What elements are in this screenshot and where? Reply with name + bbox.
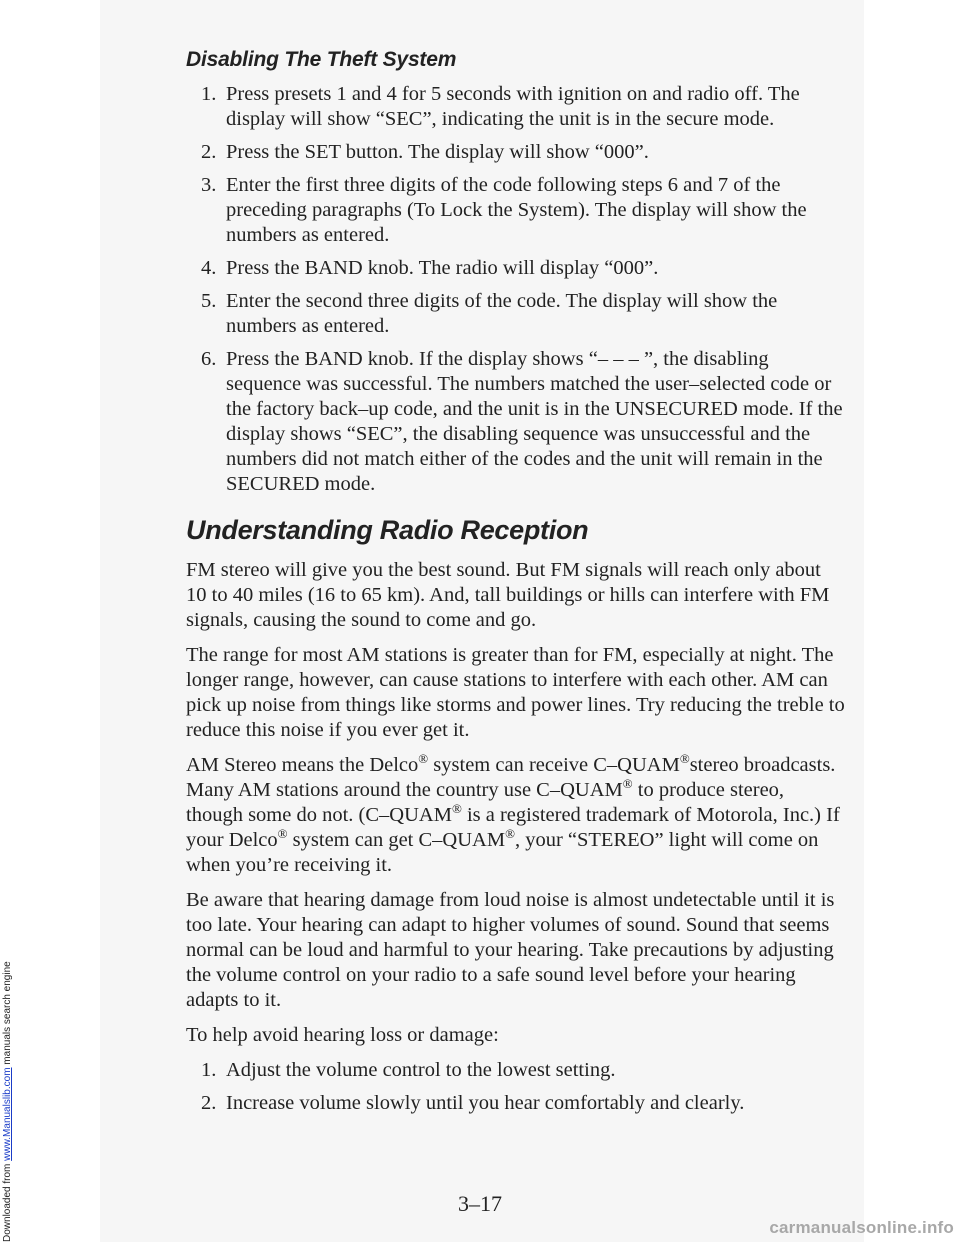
list-item: 1. Adjust the volume control to the lowest setting. bbox=[201, 1059, 616, 1081]
paragraph-am-stereo: AM Stereo means the Delco® system can receive C–QUAM®stereo broadcasts. Many AM stations around the country use C–QUAM® to produce stereo, though some do not. (C–QUAM® is a registered trademark of Motorola, Inc.) If your Delco® system can get C–QUAM®, your “STEREO” light will come on when you’re receiving it. bbox=[186, 751, 840, 876]
list-item: 6. Press the BAND knob. If the display shows “– – – ”, the disabling sequence was successful. The numbers matched the user–selected code or the factory back–up code, and the unit is in the UNSECURED mode. If the display shows “SEC”, the disabling sequence was unsuccessful and the numbers did not match either of the codes and the unit will remain in the SECURED mode. bbox=[201, 348, 843, 495]
disabling-steps-list bbox=[186, 82, 846, 497]
registered-mark: ® bbox=[418, 751, 429, 767]
registered-mark: ® bbox=[622, 776, 633, 792]
list-item: 5. Enter the second three digits of the code. The display will show the numbers as entered. bbox=[201, 290, 778, 337]
registered-mark: ® bbox=[679, 751, 690, 767]
section-title-disabling: Disabling The Theft System bbox=[186, 48, 457, 71]
list-item: 2. Increase volume slowly until you hear comfortably and clearly. bbox=[201, 1092, 745, 1114]
brand-watermark: carmanualsonline.info bbox=[769, 1218, 954, 1237]
list-item: 1. Press presets 1 and 4 for 5 seconds with ignition on and radio off. The display will show “SEC”, indicating the unit is in the secure mode. bbox=[201, 83, 800, 130]
hearing-steps-list bbox=[186, 1058, 846, 1116]
paragraph-help-avoid: To help avoid hearing loss or damage: bbox=[186, 1024, 499, 1046]
page-number: 3–17 bbox=[458, 1191, 502, 1216]
section-heading-radio-reception: Understanding Radio Reception bbox=[186, 515, 589, 545]
watermark-suffix: manuals search engine bbox=[2, 961, 13, 1068]
paragraph-hearing-damage: Be aware that hearing damage from loud noise is almost undetectable until it is too late. Your hearing can adapt to higher volumes of sound. Sound that seems normal can be loud and harmful to your hearing. Take precautions by adjusting the volume control on your radio to a safe sound level before your hearing adapts to it. bbox=[186, 889, 835, 1011]
list-item: 4. Press the BAND knob. The radio will display “000”. bbox=[201, 257, 659, 279]
paragraph-fm: FM stereo will give you the best sound. But FM signals will reach only about 10 to 40 miles (16 to 65 km). And, tall buildings or hills can interfere with FM signals, causing the sound to come and go. bbox=[186, 559, 830, 631]
download-watermark bbox=[0, 0, 14, 1242]
registered-mark: ® bbox=[451, 801, 462, 817]
registered-mark: ® bbox=[277, 826, 288, 842]
registered-mark: ® bbox=[505, 826, 515, 842]
watermark-prefix: Downloaded from bbox=[2, 1160, 13, 1242]
list-item: 3. Enter the first three digits of the code following steps 6 and 7 of the preceding paragraphs (To Lock the System). The display will show the numbers as entered. bbox=[201, 174, 807, 246]
list-item: 2. Press the SET button. The display will show “000”. bbox=[201, 141, 649, 163]
page-content bbox=[186, 48, 846, 1124]
manualslib-link[interactable]: www.Manualslib.com bbox=[2, 1067, 13, 1161]
paragraph-am-range: The range for most AM stations is greater than for FM, especially at night. The longer range, however, can cause stations to interfere with each other. AM can pick up noise from things like storms and power lines. Try reducing the treble to reduce this noise if you ever get it. bbox=[186, 644, 845, 741]
